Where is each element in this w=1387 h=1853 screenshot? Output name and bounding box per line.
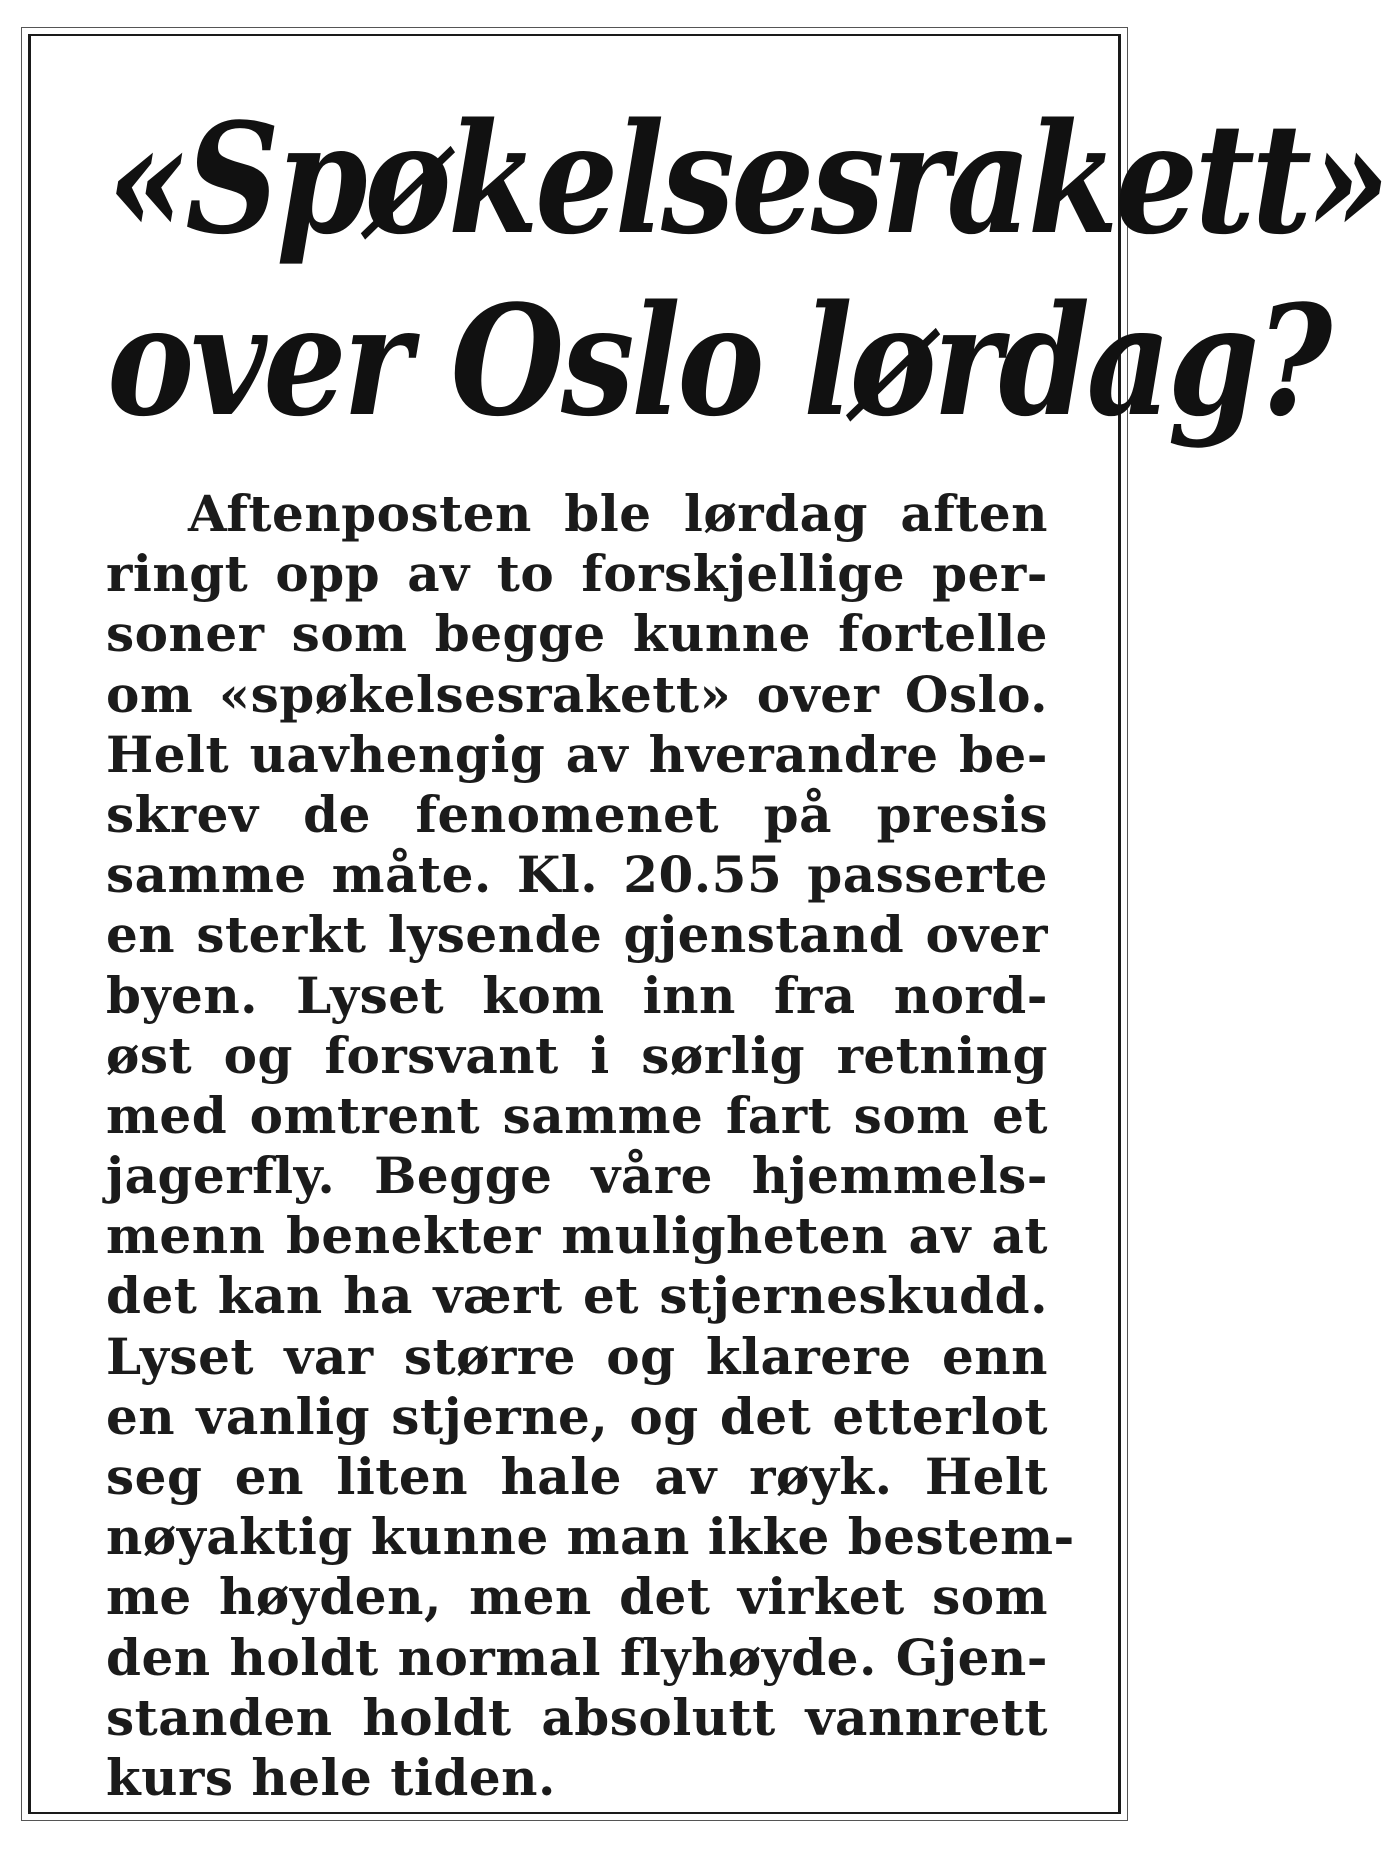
body-line: en sterkt lysende gjenstand over bbox=[106, 905, 1048, 965]
newspaper-clipping bbox=[28, 34, 1387, 1814]
body-line: standen holdt absolutt vannrett bbox=[106, 1687, 1048, 1747]
article-body bbox=[106, 484, 1075, 1808]
body-line: me høyden, men det virket som bbox=[106, 1567, 1048, 1627]
headline-line-2: over Oslo lørdag? bbox=[107, 271, 1329, 450]
body-line: menn benekter muligheten av at bbox=[106, 1206, 1048, 1266]
body-line: Lyset var større og klarere enn bbox=[106, 1326, 1048, 1386]
body-line: det kan ha vært et stjerneskudd. bbox=[106, 1266, 1048, 1326]
body-line: nøyaktig kunne man ikke bestem- bbox=[106, 1507, 1075, 1567]
body-line: samme måte. Kl. 20.55 passerte bbox=[106, 845, 1048, 905]
body-line: byen. Lyset kom inn fra nord- bbox=[106, 965, 1048, 1025]
body-line: Helt uavhengig av hverandre be- bbox=[106, 724, 1048, 784]
body-line: jagerfly. Begge våre hjemmels- bbox=[106, 1146, 1048, 1206]
body-line: kurs hele tiden. bbox=[106, 1747, 556, 1807]
body-line: seg en liten hale av røyk. Helt bbox=[106, 1447, 1048, 1506]
body-line: den holdt normal flyhøyde. Gjen- bbox=[106, 1627, 1048, 1687]
body-line: skrev de fenomenet på presis bbox=[106, 784, 1048, 844]
body-line: om «spøkelsesrakett» over Oslo. bbox=[106, 664, 1048, 724]
body-line: soner som begge kunne fortelle bbox=[106, 604, 1048, 664]
body-line: ringt opp av to forskjellige per- bbox=[106, 544, 1048, 604]
headline-line-1: «Spøkelsesrakett» bbox=[107, 89, 1387, 268]
body-line: med omtrent samme fart som et bbox=[106, 1085, 1048, 1145]
body-line: en vanlig stjerne, og det etterlot bbox=[106, 1386, 1048, 1446]
body-line: øst og forsvant i sørlig retning bbox=[106, 1025, 1048, 1085]
body-line: Aftenposten ble lørdag aften bbox=[188, 484, 1048, 543]
